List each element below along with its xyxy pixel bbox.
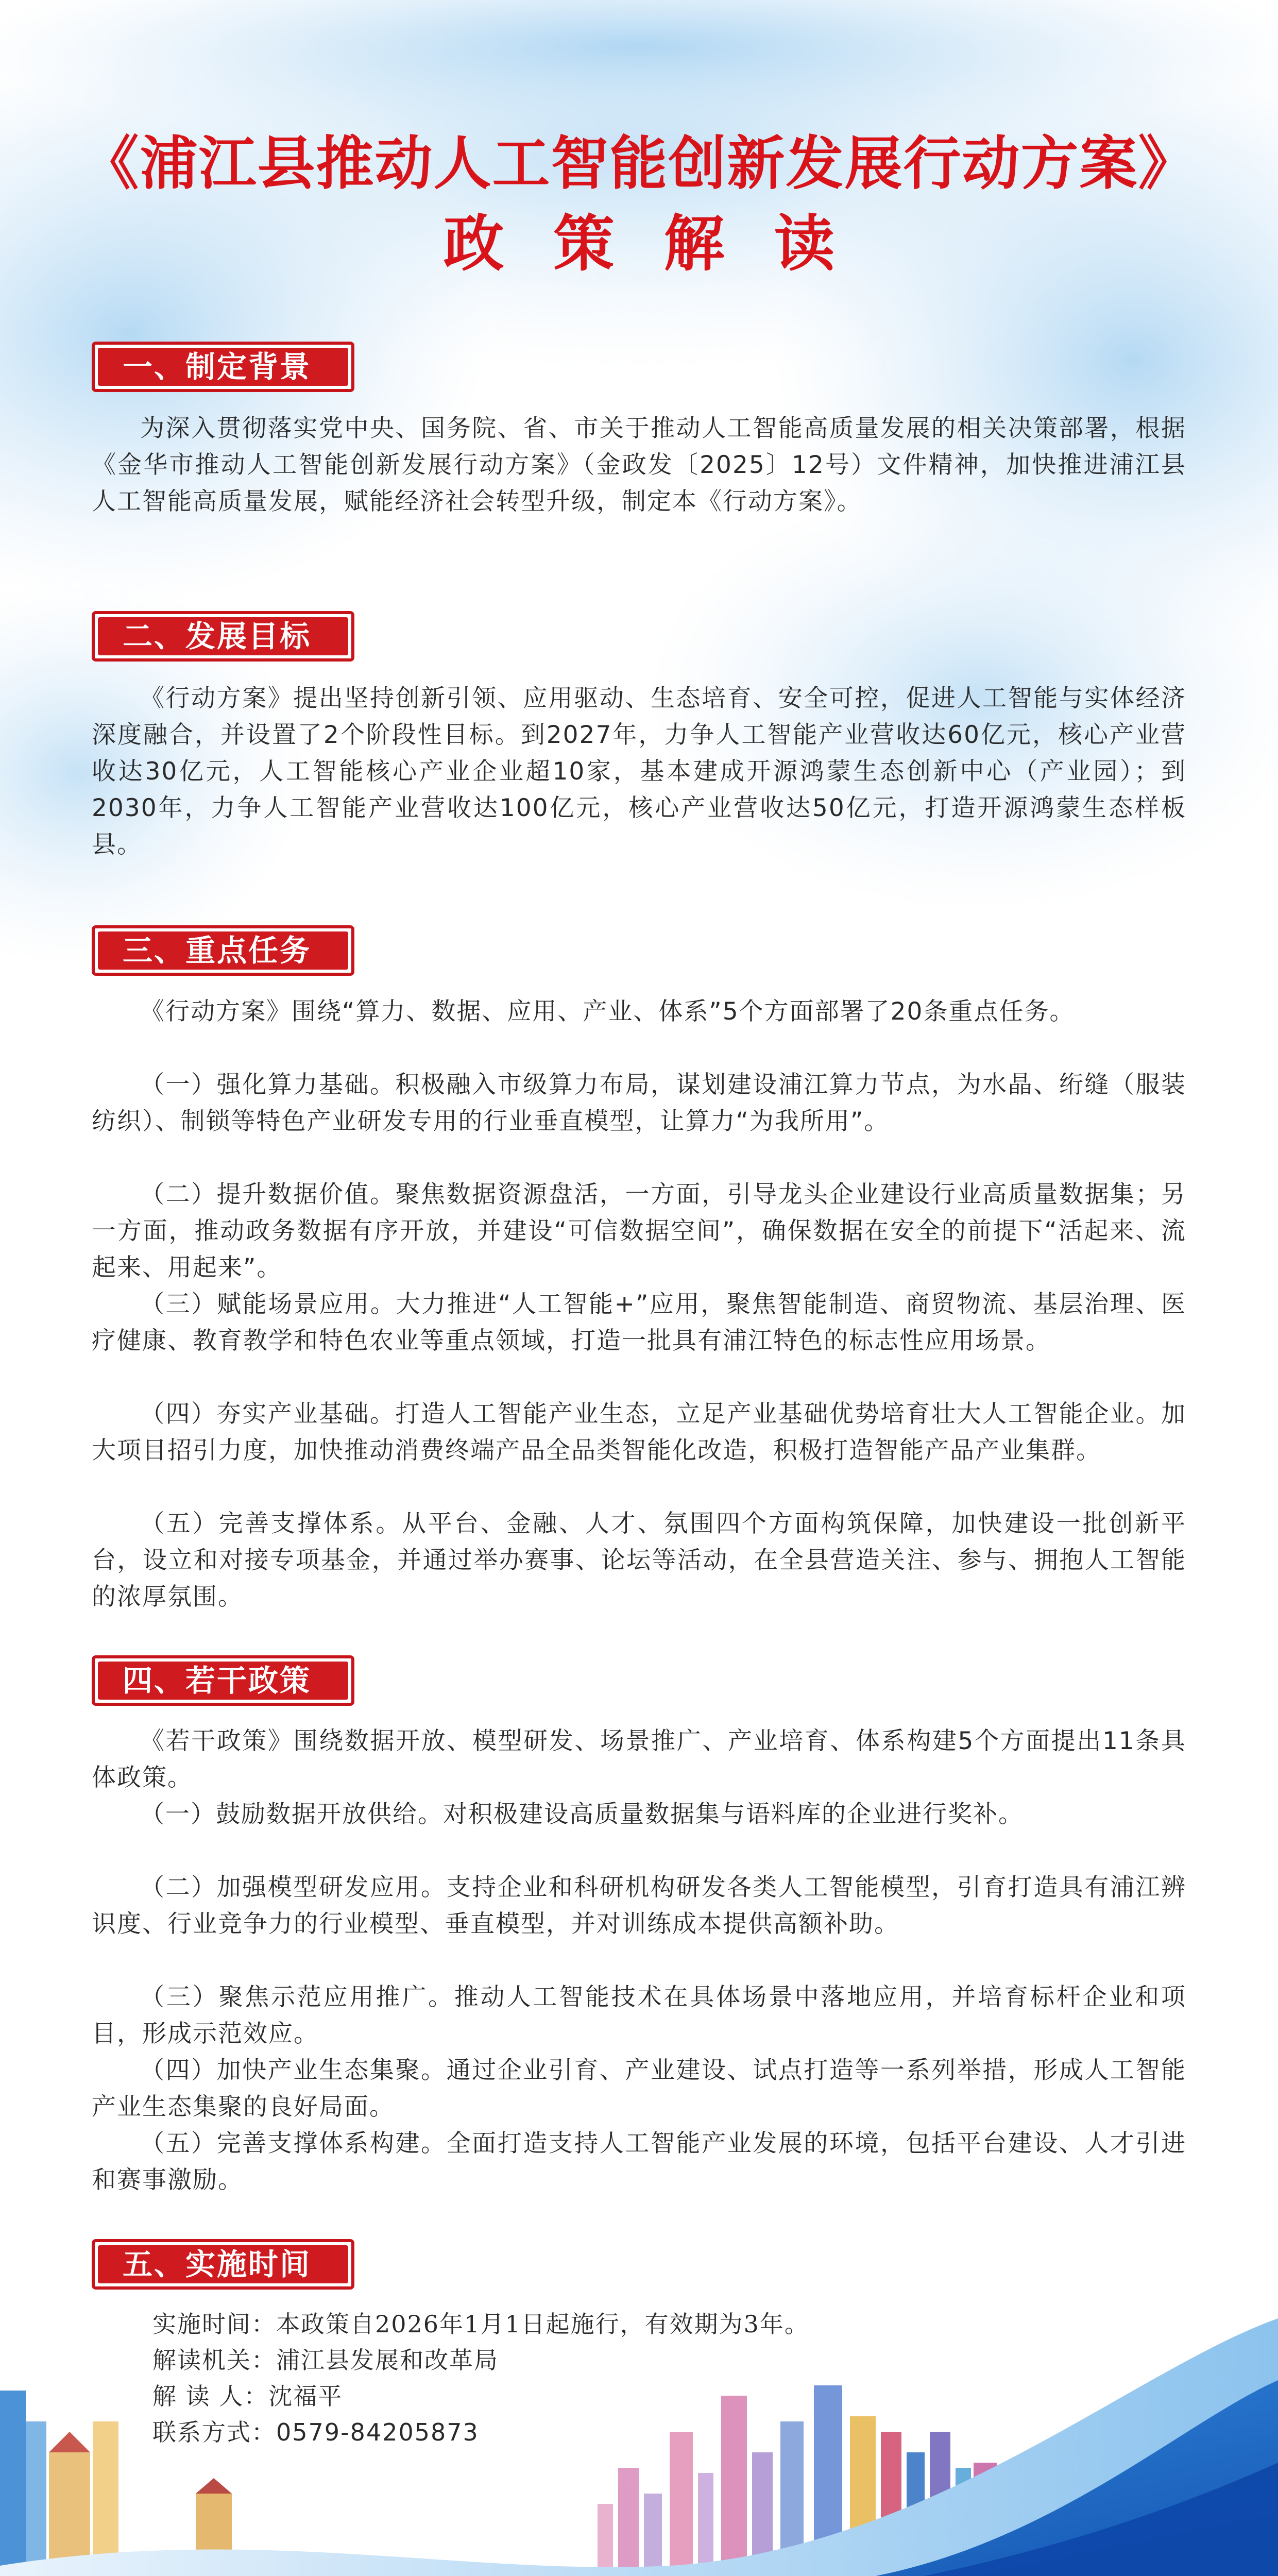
interpreter [152,2378,343,2414]
paragraph: （四）加快产业生态集聚。通过企业引育、产业建设、试点打造等一系列举措，形成人工智能产业生态集聚的良好局面。 [92,2056,1186,2121]
interpreting-agency [152,2342,499,2378]
section-heading: 二、发展目标 [98,617,348,655]
section-heading: 三、重点任务 [98,931,348,970]
paragraph: （二）加强模型研发应用。支持企业和科研机构研发各类人工智能模型，引育打造具有浦江辨识度、行业竞争力的行业模型、垂直模型，并对训练成本提供高额补助。 [92,1873,1186,1938]
section-heading: 一、制定背景 [98,348,348,386]
paragraph: 《若干政策》围绕数据开放、模型研发、场景推广、产业培育、体系构建5个方面提出11条具体政策。 [92,1727,1186,1792]
section-heading: 四、若干政策 [98,1662,348,1700]
section-header-tasks [92,925,354,976]
paragraph: （一）鼓励数据开放供给。对积极建设高质量数据集与语料库的企业进行奖补。 [140,1800,1024,1828]
contact-phone-label: 联系方式： [152,2418,276,2446]
paragraph: （三）赋能场景应用。大力推进“人工智能+”应用，聚焦智能制造、商贸物流、基层治理、医疗健康、教育教学和特色农业等重点领域，打造一批具有浦江特色的标志性应用场景。 [92,1290,1186,1355]
interpreter-value: 沈福平 [268,2382,343,2410]
interpreter-label: 解 读 人： [152,2382,269,2410]
paragraph: （三）聚焦示范应用推广。推动人工智能技术在具体场景中落地应用，并培育标杆企业和项目，形成示范效应。 [92,1983,1186,2048]
paragraph: （一）强化算力基础。积极融入市级算力布局，谋划建设浦江算力节点，为水晶、绗缝（服装纺织）、制锁等特色产业研发专用的行业垂直模型，让算力“为我所用”。 [92,1071,1186,1136]
implementation-time-label: 实施时间： [152,2310,276,2338]
paragraph: （四）夯实产业基础。打造人工智能产业生态，立足产业基础优势培育壮大人工智能企业。加大项目招引力度，加快推动消费终端产品全品类智能化改造，积极打造智能产品产业集群。 [92,1400,1186,1465]
interpreting-agency-label: 解读机关： [152,2346,276,2374]
paragraph: （五）完善支撑体系。从平台、金融、人才、氛围四个方面构筑保障，加快建设一批创新平台，设立和对接专项基金，并通过举办赛事、论坛等活动，在全县营造关注、参与、拥抱人工智能的浓厚氛围。 [92,1510,1186,1611]
section-header-policies [92,1655,354,1706]
page-subtitle: 政策解读 [443,208,884,279]
paragraph: 《行动方案》围绕“算力、数据、应用、产业、体系”5个方面部署了20条重点任务。 [140,997,1075,1026]
section-heading: 五、实施时间 [98,2245,348,2283]
implementation-time-value: 本政策自2026年1月1日起施行，有效期为3年。 [276,2310,809,2338]
contact-phone [152,2414,479,2450]
contact-phone-value: 0579-84205873 [276,2418,479,2446]
section-header-goals [92,611,354,662]
paragraph: （五）完善支撑体系构建。全面打造支持人工智能产业发展的环境，包括平台建设、人才引进和赛事激励。 [92,2129,1186,2194]
interpreting-agency-value: 浦江县发展和改革局 [276,2346,499,2374]
section-header-background [92,342,354,392]
section-header-implementation [92,2239,354,2290]
implementation-time [152,2306,809,2342]
paragraph: （二）提升数据价值。聚焦数据资源盘活，一方面，引导龙头企业建设行业高质量数据集；另一方面，推动政务数据有序开放，并建设“可信数据空间”，确保数据在安全的前提下“活起来、流起来、用起来”。 [92,1180,1186,1282]
page-title: 《浦江县推动人工智能创新发展行动方案》 [81,130,1197,197]
paragraph: 《行动方案》提出坚持创新引领、应用驱动、生态培育、安全可控，促进人工智能与实体经济深度融合，并设置了2个阶段性目标。到2027年，力争人工智能产业营收达60亿元，核心产业营收达30亿元，人工智能核心产业企业超10家，基本建成开源鸿蒙生态创新中心（产业园）；到2030年，力争人工智能产业营收达100亿元，核心产业营收达50亿元，打造开源鸿蒙生态样板县。 [92,684,1186,859]
paragraph: 为深入贯彻落实党中央、国务院、省、市关于推动人工智能高质量发展的相关决策部署，根据《金华市推动人工智能创新发展行动方案》（金政发〔2025〕12号）文件精神，加快推进浦江县人工智能高质量发展，赋能经济社会转型升级，制定本《行动方案》。 [92,414,1186,516]
